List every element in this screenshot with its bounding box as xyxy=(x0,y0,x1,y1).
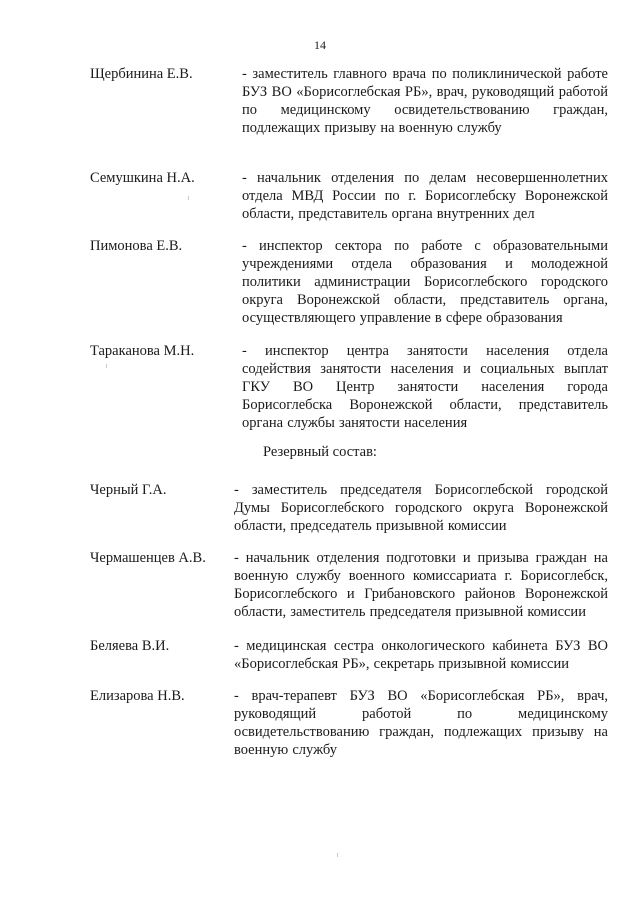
reserve-member-description: - начальник отделения подготовки и призыва граждан на военную службу военного комиссариата г. Борисоглебск, Борисоглебского и Грибановского районов Воронежской области, заместитель председателя призывной комиссии xyxy=(234,550,608,620)
scan-speck xyxy=(188,196,189,200)
reserve-member-name: Черный Г.А. xyxy=(90,482,167,498)
reserve-member-description: - медицинская сестра онкологического кабинета БУЗ ВО «Борисоглебская РБ», секретарь призывной комиссии xyxy=(234,638,608,672)
member-description: - начальник отделения по делам несовершеннолетних отдела МВД России по г. Борисоглебску Воронежской области, представитель органа внутренних дел xyxy=(242,170,608,222)
scan-speck xyxy=(337,853,338,857)
reserve-member-name: Чермашенцев А.В. xyxy=(90,550,206,566)
reserve-member-description: - заместитель председателя Борисоглебской городской Думы Борисоглебского городского округа Воронежской области, председатель призывной комиссии xyxy=(234,482,608,534)
page-number: 14 xyxy=(314,38,326,52)
reserve-heading: Резервный состав: xyxy=(263,444,377,460)
reserve-member-name: Елизарова Н.В. xyxy=(90,688,185,704)
member-name: Семушкина Н.А. xyxy=(90,170,195,186)
member-description: - заместитель главного врача по поликлинической работе БУЗ ВО «Борисоглебская РБ», врач, руководящий работой по медицинскому освидетельствованию граждан, подлежащих призыву на военную службу xyxy=(242,66,608,136)
reserve-member-description: - врач-терапевт БУЗ ВО «Борисоглебская РБ», врач, руководящий работой по медицинскому освидетельствованию граждан, подлежащих призыву на военную службу xyxy=(234,688,608,758)
member-name: Пимонова Е.В. xyxy=(90,238,183,254)
scan-speck xyxy=(106,364,107,368)
member-description: - инспектор центра занятости населения отдела содействия занятости населения и социальных выплат ГКУ ВО Центр занятости населения города Борисоглебска Воронежской области, представитель органа службы занятости населения xyxy=(242,343,608,431)
member-name: Тараканова М.Н. xyxy=(90,343,195,359)
reserve-member-name: Беляева В.И. xyxy=(90,638,170,654)
member-name: Щербинина Е.В. xyxy=(90,66,193,82)
member-description: - инспектор сектора по работе с образовательными учреждениями отдела образования и молодежной политики администрации Борисоглебского городского округа Воронежской области, представитель органа, осуществляющего управление в сфере образования xyxy=(242,238,608,326)
